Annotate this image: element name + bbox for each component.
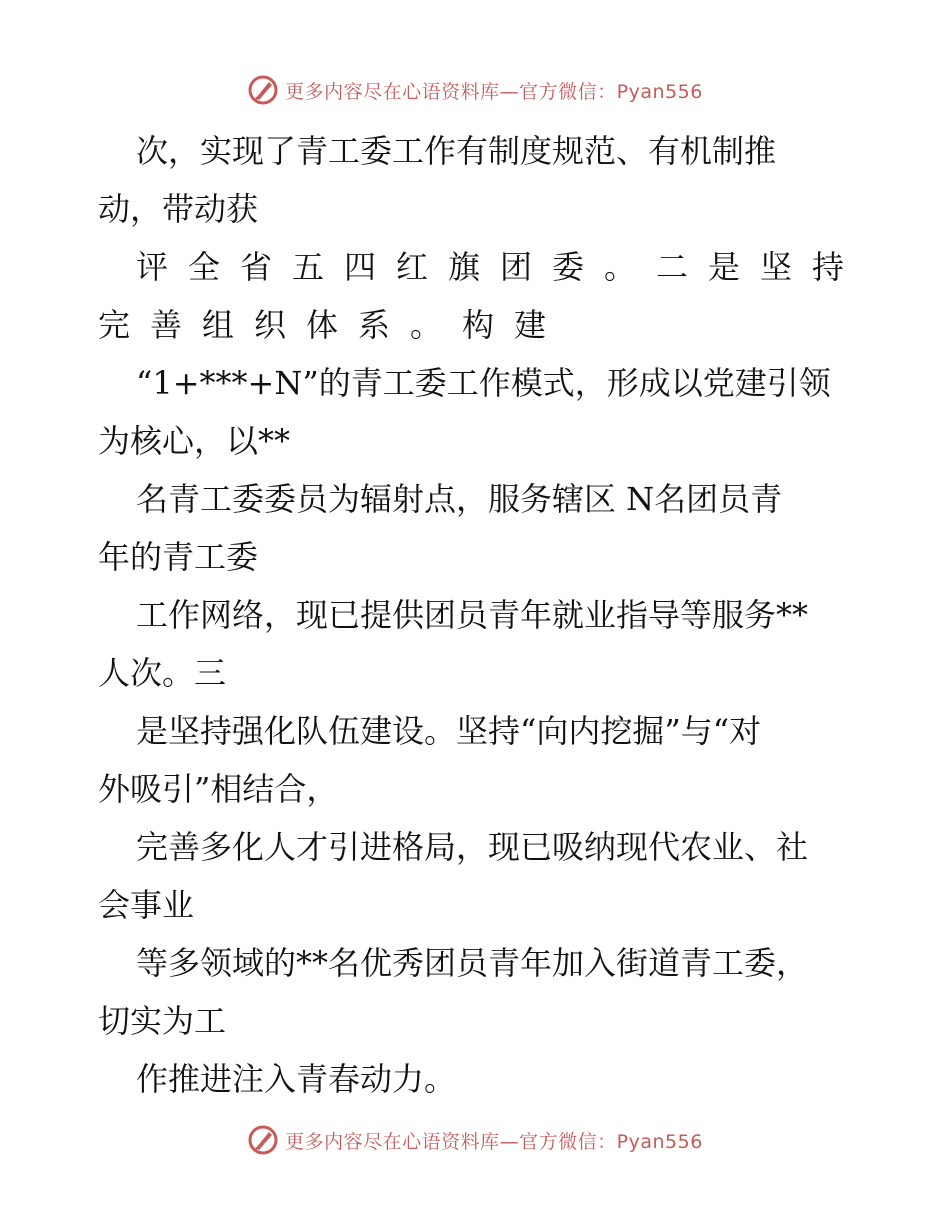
text-line: 人次。三 bbox=[98, 654, 227, 692]
text-line: 为核心，以** bbox=[98, 422, 291, 460]
feather-pen-logo-icon bbox=[247, 74, 279, 106]
text-line: 外吸引”相结合， bbox=[98, 770, 339, 808]
text-line: 会事业 bbox=[98, 886, 195, 924]
text-line: 完善组织体系。构建 bbox=[98, 306, 567, 344]
text-line: 评全省五四红旗团委。二是坚持 bbox=[136, 248, 865, 286]
text-line: “1+***+N”的青工委工作模式，形成以党建引领 bbox=[136, 364, 831, 402]
footer-watermark bbox=[0, 1120, 950, 1160]
text-line: 次，实现了青工委工作有制度规范、有机制推 bbox=[136, 132, 777, 170]
watermark-text: 更多内容尽在心语资料库—官方微信：Pyan556 bbox=[285, 80, 703, 103]
header-watermark bbox=[0, 70, 950, 110]
document-body bbox=[98, 122, 865, 1108]
text-line: 年的青工委 bbox=[98, 538, 259, 576]
text-line: 名青工委委员为辐射点，服务辖区 N名团员青 bbox=[136, 480, 783, 518]
text-line: 工作网络，现已提供团员青年就业指导等服务** bbox=[136, 596, 809, 634]
text-line: 完善多化人才引进格局，现已吸纳现代农业、社 bbox=[136, 828, 809, 866]
text-line: 作推进注入青春动力。 bbox=[136, 1060, 457, 1098]
feather-pen-logo-icon bbox=[247, 1124, 279, 1156]
text-line: 切实为工 bbox=[98, 1002, 227, 1040]
text-line: 动，带动获 bbox=[98, 190, 259, 228]
watermark-text: 更多内容尽在心语资料库—官方微信：Pyan556 bbox=[285, 1130, 703, 1153]
text-line: 是坚持强化队伍建设。坚持“向内挖掘”与“对 bbox=[136, 712, 762, 750]
text-line: 等多领域的**名优秀团员青年加入街道青工委， bbox=[136, 944, 809, 982]
